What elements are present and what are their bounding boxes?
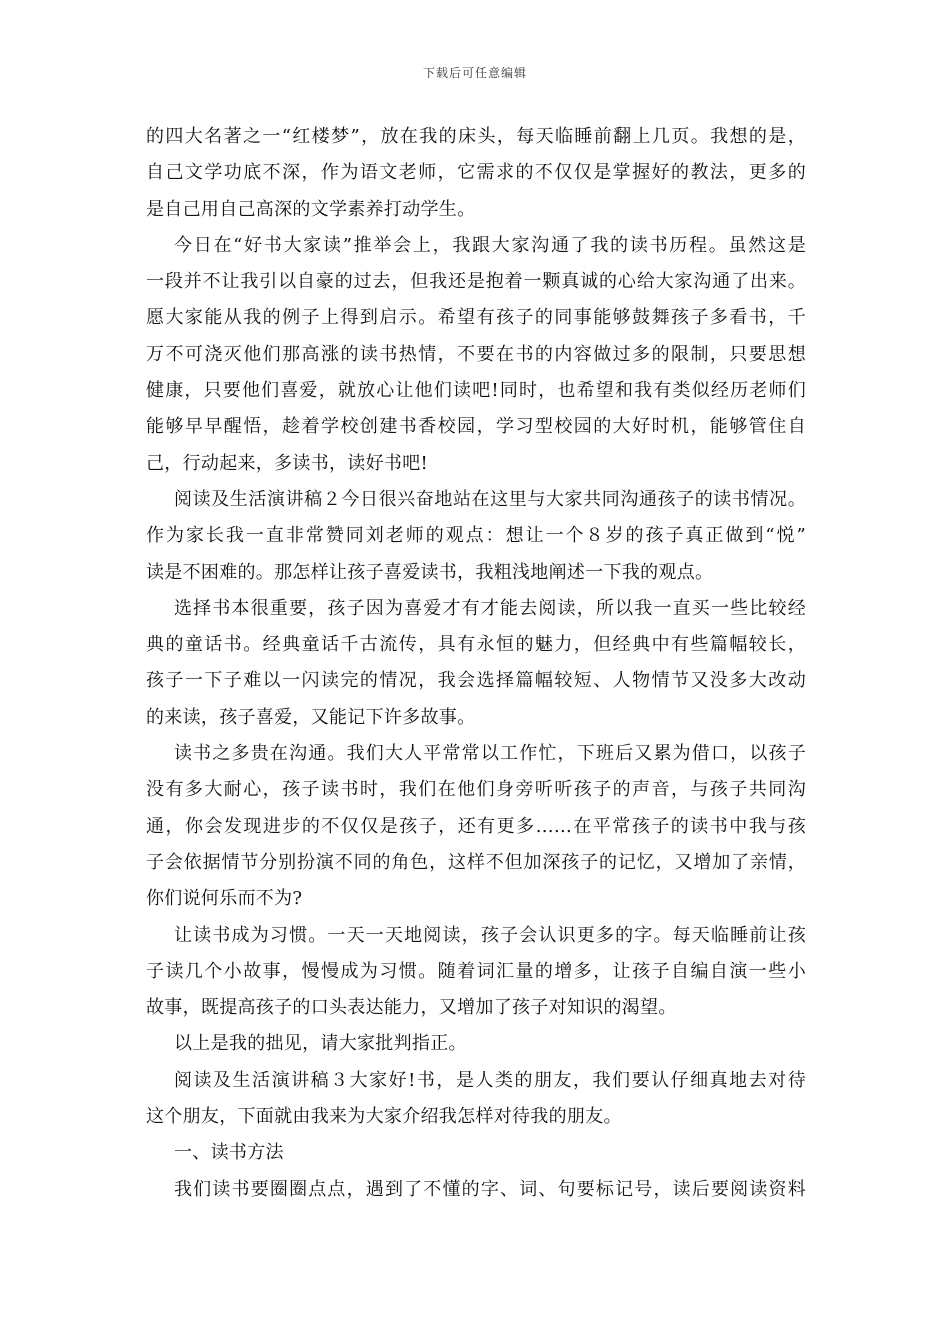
paragraph bbox=[146, 1026, 806, 1062]
text-line: 阅读及生活演讲稿３大家好!书，是人类的朋友，我们要认仔细真地去对待 bbox=[174, 1069, 806, 1091]
paragraph bbox=[146, 1172, 806, 1208]
text-line: 没有多大耐心，孩子读书时，我们在他们身旁听听孩子的声音，与孩子共同沟 bbox=[146, 779, 806, 801]
text-line: 让读书成为习惯。一天一天地阅读，孩子会认识更多的字。每天临睡前让孩 bbox=[174, 924, 806, 946]
text-line: 这个朋友，下面就由我来为大家介绍我怎样对待我的朋友。 bbox=[146, 1106, 622, 1128]
text-line: 通，你会发现进步的不仅仅是孩子，还有更多……在平常孩子的读书中我与孩 bbox=[146, 815, 806, 837]
text-line: 阅读及生活演讲稿２今日很兴奋地站在这里与大家共同沟通孩子的读书情况。 bbox=[174, 488, 806, 510]
paragraph bbox=[146, 228, 806, 482]
paragraph bbox=[146, 1063, 806, 1136]
text-line: 自己文学功底不深，作为语文老师，它需求的不仅仅是掌握好的教法，更多的 bbox=[146, 162, 806, 184]
section-heading bbox=[146, 1135, 806, 1171]
text-line: 今日在“好书大家读”推举会上，我跟大家沟通了我的读书历程。虽然这是 bbox=[174, 234, 806, 256]
text-line: 一、读书方法 bbox=[174, 1142, 284, 1164]
text-line: 我们读书要圈圈点点，遇到了不懂的字、词、句要标记号，读后要阅读资料 bbox=[174, 1178, 806, 1200]
text-line: 万不可浇灭他们那高涨的读书热情，不要在书的内容做过多的限制，只要思想 bbox=[146, 343, 806, 365]
text-line: 你们说何乐而不为? bbox=[146, 888, 303, 910]
paragraph bbox=[146, 918, 806, 1027]
text-line: 孩子一下子难以一闪读完的情况，我会选择篇幅较短、人物情节又没多大改动 bbox=[146, 670, 806, 692]
paragraph bbox=[146, 736, 806, 917]
text-line: 读是不困难的。那怎样让孩子喜爱读书，我粗浅地阐述一下我的观点。 bbox=[146, 561, 714, 583]
text-line: 以上是我的拙见，请大家批判指正。 bbox=[174, 1033, 467, 1055]
text-line: 一段并不让我引以自豪的过去，但我还是抱着一颗真诚的心给大家沟通了出来。 bbox=[146, 271, 806, 293]
text-line: 故事，既提高孩子的口头表达能力，又增加了孩子对知识的渴望。 bbox=[146, 997, 677, 1019]
paragraph bbox=[146, 482, 806, 591]
text-line: 选择书本很重要，孩子因为喜爱才有才能去阅读，所以我一直买一些比较经 bbox=[174, 597, 806, 619]
text-line: 愿大家能从我的例子上得到启示。希望有孩子的同事能够鼓舞孩子多看书，千 bbox=[146, 307, 806, 329]
text-line: 作为家长我一直非常赞同刘老师的观点：想让一个８岁的孩子真正做到“悦” bbox=[146, 525, 806, 547]
text-line: 子读几个小故事，慢慢成为习惯。随着词汇量的增多，让孩子自编自演一些小 bbox=[146, 960, 806, 982]
page-header: 下载后可任意编辑 bbox=[422, 66, 527, 80]
text-line: 读书之多贵在沟通。我们大人平常常以工作忙，下班后又累为借口，以孩子 bbox=[174, 743, 806, 765]
paragraph bbox=[146, 591, 806, 736]
text-line: 的来读，孩子喜爱，又能记下许多故事。 bbox=[146, 706, 476, 728]
text-line: 的四大名著之一“红楼梦”，放在我的床头，每天临睡前翻上几页。我想的是， bbox=[146, 126, 806, 147]
paragraph bbox=[146, 119, 806, 228]
text-line: 健康，只要他们喜爱，就放心让他们读吧!同时，也希望和我有类似经历老师们 bbox=[146, 380, 806, 402]
text-line: 是自己用自己高深的文学素养打动学生。 bbox=[146, 198, 476, 220]
text-line: 能够早早醒悟，趁着学校创建书香校园，学习型校园的大好时机，能够管住自 bbox=[146, 416, 806, 438]
text-line: 典的童话书。经典童话千古流传，具有永恒的魅力，但经典中有些篇幅较长， bbox=[146, 634, 806, 656]
document-body bbox=[146, 119, 806, 1208]
text-line: 己，行动起来，多读书，读好书吧! bbox=[146, 452, 429, 474]
text-line: 子会依据情节分别扮演不同的角色，这样不但加深孩子的记忆，又增加了亲情， bbox=[146, 851, 806, 873]
